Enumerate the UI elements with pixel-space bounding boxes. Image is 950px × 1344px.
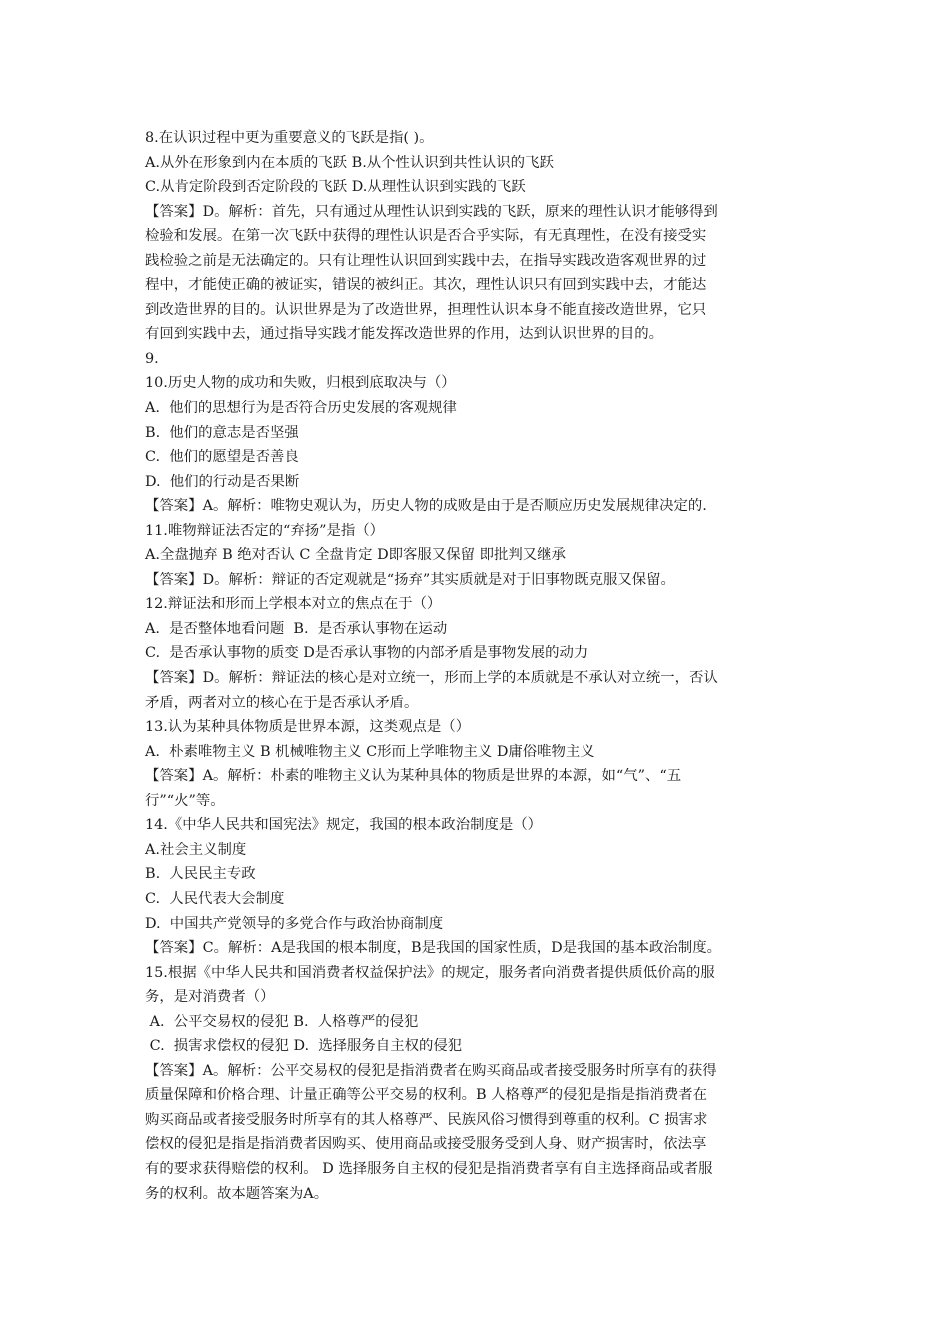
question-15-answer: 购买商品或者接受服务时所享有的其人格尊严、民族风俗习惯得到尊重的权利。C 损害求 [145, 1111, 708, 1128]
question-12-options-ab: A. 是否整体地看问题 B. 是否承认事物在运动 [145, 620, 448, 637]
question-12-answer: 【答案】D。解析：辩证法的核心是对立统一，形而上学的本质就是不承认对立统一，否认 [145, 670, 718, 687]
question-15-options-ab: A. 公平交易权的侵犯 B. 人格尊严的侵犯 [145, 1013, 419, 1030]
question-14-option-b: B. 人民民主专政 [145, 866, 256, 883]
question-10-option-b: B. 他们的意志是否坚强 [145, 424, 299, 441]
question-8-options-cd: C.从肯定阶段到否定阶段的飞跃 D.从理性认识到实践的飞跃 [145, 179, 526, 196]
question-15-answer: 有的要求获得赔偿的权利。 D 选择服务自主权的侵犯是指消费者享有自主选择商品或者服 [145, 1160, 713, 1177]
question-14-stem: 14.《中华人民共和国宪法》规定，我国的根本政治制度是（） [145, 817, 543, 834]
question-13-answer: 【答案】A。解析：朴素的唯物主义认为某种具体的物质是世界的本源，如“气”、“五 [145, 768, 682, 785]
question-8-options-ab: A.从外在形象到内在本质的飞跃 B.从个性认识到共性认识的飞跃 [145, 154, 554, 171]
question-8-answer: 检验和发展。在第一次飞跃中获得的理性认识是否合乎实际，有无真理性，在没有接受实 [145, 228, 707, 245]
question-8-answer: 【答案】D。解析：首先，只有通过从理性认识到实践的飞跃，原来的理性认识才能够得到 [145, 203, 718, 220]
question-11-stem: 11.唯物辩证法否定的“弃扬”是指（） [145, 522, 385, 539]
question-15-answer: 质量保障和价格合理、计量正确等公平交易的权利。B 人格尊严的侵犯是指是指消费者在 [145, 1087, 707, 1104]
question-15-options-cd: C. 损害求偿权的侵犯 D. 选择服务自主权的侵犯 [145, 1038, 463, 1055]
question-13-answer: 行”“火”等。 [145, 792, 225, 809]
question-9-number: 9. [145, 350, 159, 367]
document-page [145, 126, 813, 1206]
question-15-answer: 【答案】A。解析：公平交易权的侵犯是指消费者在购买商品或者接受服务时所享有的获得 [145, 1062, 717, 1079]
question-14-answer: 【答案】C。解析：A是我国的根本制度，B是我国的国家性质，D是我国的基本政治制度。 [145, 940, 721, 957]
question-14-option-a: A.社会主义制度 [145, 841, 247, 858]
question-15-stem: 15.根据《中华人民共和国消费者权益保护法》的规定，服务者向消费者提供质低价高的服 [145, 964, 715, 981]
question-15-stem: 务，是对消费者（） [145, 989, 275, 1006]
question-10-option-d: D. 他们的行动是否果断 [145, 473, 300, 490]
question-12-stem: 12.辩证法和形而上学根本对立的焦点在于（） [145, 596, 442, 613]
question-12-answer: 矛盾，两者对立的核心在于是否承认矛盾。 [145, 694, 419, 711]
question-10-option-a: A. 他们的思想行为是否符合历史发展的客观规律 [145, 400, 457, 417]
question-12-options-cd: C. 是否承认事物的质变 D是否承认事物的内部矛盾是事物发展的动力 [145, 645, 589, 662]
question-8-stem: 8.在认识过程中更为重要意义的飞跃是指( )。 [145, 130, 434, 146]
question-10-option-c: C. 他们的愿望是否善良 [145, 449, 299, 466]
question-11-answer: 【答案】D。解析：辩证的否定观就是“扬弃”其实质就是对于旧事物既克服又保留。 [145, 571, 675, 588]
question-11-options: A.全盘抛弃 B 绝对否认 C 全盘肯定 D即客服又保留 即批判又继承 [145, 547, 566, 564]
question-8-answer: 有回到实践中去，通过指导实践才能发挥改造世界的作用，达到认识世界的目的。 [145, 326, 664, 343]
question-8-answer: 到改造世界的目的。认识世界是为了改造世界，担理性认识本身不能直接改造世界，它只 [145, 301, 707, 318]
question-15-answer: 偿权的侵犯是指是指消费者因购买、使用商品或接受服务受到人身、财产损害时，依法享 [145, 1136, 707, 1153]
question-10-answer: 【答案】A。解析：唯物史观认为，历史人物的成败是由于是否顺应历史发展规律决定的. [145, 498, 707, 515]
question-8-answer: 践检验之前是无法确定的。只有让理性认识回到实践中去，在指导实践改造客观世界的过 [145, 252, 707, 269]
question-13-stem: 13.认为某种具体物质是世界本源，这类观点是（） [145, 719, 471, 736]
question-15-answer: 务的权利。故本题答案为A。 [145, 1185, 329, 1202]
question-14-option-c: C. 人民代表大会制度 [145, 890, 285, 907]
question-14-option-d: D. 中国共产党领导的多党合作与政治协商制度 [145, 915, 444, 932]
question-8-answer: 程中，才能使正确的被证实，错误的被纠正。其次，理性认识只有回到实践中去，才能达 [145, 277, 707, 294]
question-13-options: A. 朴素唯物主义 B 机械唯物主义 C形而上学唯物主义 D庸俗唯物主义 [145, 743, 595, 760]
question-10-stem: 10.历史人物的成功和失败，归根到底取决与（） [145, 375, 456, 392]
